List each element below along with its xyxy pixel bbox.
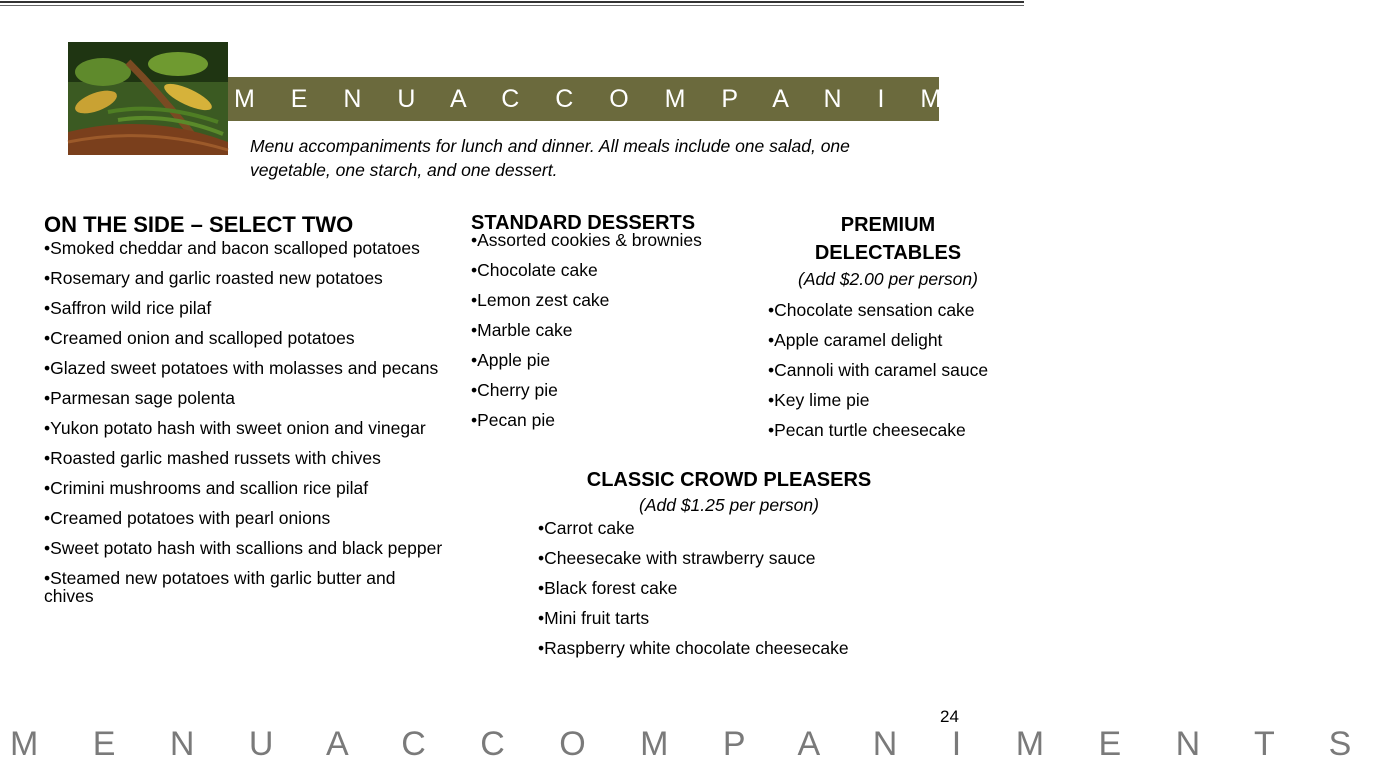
list-item: •Smoked cheddar and bacon scalloped potatoes	[44, 238, 420, 258]
top-rule	[0, 1, 1024, 3]
on-the-side-section	[44, 211, 444, 617]
list-item: •Roasted garlic mashed russets with chives	[44, 448, 381, 468]
vegetable-basket-photo	[68, 42, 228, 155]
list-item: •Glazed sweet potatoes with molasses and pecans	[44, 358, 439, 378]
top-rule-thin	[0, 5, 1024, 6]
premium-heading-line2: DELECTABLES	[814, 242, 962, 264]
list-item: •Pecan turtle cheesecake	[768, 420, 966, 440]
classic-heading: CLASSIC CROWD PLEASERS	[586, 469, 872, 491]
premium-delectables-section	[768, 211, 1024, 451]
footer-watermark: M E N U A C C O M P A N I M E N T S	[10, 725, 1374, 763]
classic-price-note: (Add $1.25 per person)	[639, 495, 819, 515]
list-item: •Crimini mushrooms and scallion rice pilaf	[44, 478, 369, 498]
list-item: •Creamed onion and scalloped potatoes	[44, 328, 355, 348]
classic-list	[538, 519, 918, 657]
premium-heading-line1: PREMIUM	[840, 214, 936, 236]
intro-text: Menu accompaniments for lunch and dinner. All meals include one salad, one vegetable, one starch, and one dessert.	[250, 136, 850, 180]
list-item: •Marble cake	[471, 320, 573, 340]
premium-list	[768, 301, 1024, 439]
list-item: •Assorted cookies & brownies	[471, 230, 702, 250]
list-item: •Apple pie	[471, 350, 551, 370]
title-bar	[228, 77, 1166, 121]
page-number: 24	[940, 707, 959, 726]
list-item: •Apple caramel delight	[768, 330, 943, 350]
list-item: •Black forest cake	[538, 578, 678, 598]
premium-heading	[768, 211, 1008, 267]
list-item: •Cherry pie	[471, 380, 558, 400]
list-item: •Chocolate cake	[471, 260, 598, 280]
list-item: •Cheesecake with strawberry sauce	[538, 548, 816, 568]
list-item: •Parmesan sage polenta	[44, 388, 235, 408]
list-item: •Pecan pie	[471, 410, 555, 430]
list-item: •Raspberry white chocolate cheesecake	[538, 638, 849, 658]
list-item: •Carrot cake	[538, 518, 635, 538]
classic-crowd-pleasers-section	[538, 467, 918, 669]
list-item: •Mini fruit tarts	[538, 608, 650, 628]
page-title: M E N U A C C O M P A N I M E N T S	[234, 84, 1166, 113]
list-item: •Steamed new potatoes with garlic butter and chives	[44, 568, 396, 606]
list-item: •Creamed potatoes with pearl onions	[44, 508, 331, 528]
on-the-side-list	[44, 239, 444, 605]
list-item: •Cannoli with caramel sauce	[768, 360, 989, 380]
on-the-side-heading: ON THE SIDE – SELECT TWO	[44, 212, 354, 237]
list-item: •Sweet potato hash with scallions and black pepper	[44, 538, 443, 558]
list-item: •Lemon zest cake	[471, 290, 610, 310]
standard-desserts-list	[471, 231, 751, 429]
vegetable-basket-image	[68, 42, 228, 155]
standard-desserts-heading: STANDARD DESSERTS	[471, 212, 696, 234]
list-item: •Yukon potato hash with sweet onion and vinegar	[44, 418, 426, 438]
list-item: •Rosemary and garlic roasted new potatoes	[44, 268, 383, 288]
list-item: •Chocolate sensation cake	[768, 300, 975, 320]
list-item: •Saffron wild rice pilaf	[44, 298, 212, 318]
premium-price-note: (Add $2.00 per person)	[798, 269, 978, 289]
standard-desserts-section	[471, 211, 751, 441]
list-item: •Key lime pie	[768, 390, 870, 410]
